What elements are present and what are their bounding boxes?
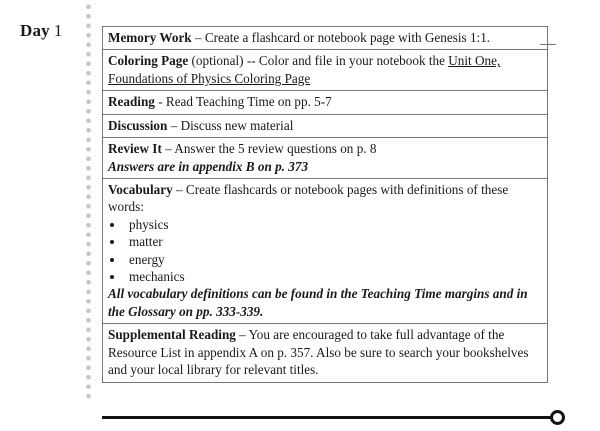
task-note: Answers are in appendix B on p. 373 <box>108 158 309 174</box>
day-number: 1 <box>53 21 63 40</box>
task-title: Memory Work <box>108 30 192 45</box>
table-corner-line <box>540 44 556 45</box>
task-text: (optional) -- Color and file in your notebook the <box>188 53 449 69</box>
task-row-discussion <box>103 114 548 137</box>
task-text: – Answer the 5 review questions on p. 8 <box>161 141 377 157</box>
task-cell <box>103 91 548 114</box>
task-title: Review It <box>108 141 162 157</box>
task-row-memory-work <box>103 27 548 50</box>
vocabulary-word: matter <box>108 233 542 250</box>
task-cell <box>103 114 548 137</box>
task-text: – Create a flashcard or notebook page with Genesis 1:1. <box>191 30 491 45</box>
task-note: All vocabulary definitions can be found in the Teaching Time margins and in the Glossary on pp. 333-339. <box>108 286 528 319</box>
task-title: Coloring Page <box>108 53 189 69</box>
binder-dots-divider <box>86 2 91 400</box>
task-row-coloring-page <box>103 50 548 91</box>
task-row-review-it <box>103 138 548 179</box>
task-text: – Discuss new material <box>167 117 294 133</box>
task-text: – You are encouraged to take full advantage of the Resource List in appendix A on p. 357. Also be sure to search your bookshelves and your local library for relevant titles. <box>108 327 529 378</box>
vocabulary-word: energy <box>108 251 542 268</box>
task-title: Supplemental Reading <box>108 327 236 343</box>
task-row-vocabulary <box>103 178 548 323</box>
task-title: Vocabulary <box>108 181 173 197</box>
task-row-supplemental-reading <box>103 324 548 382</box>
vocabulary-word: mechanics <box>108 268 542 285</box>
bottom-rule <box>102 416 554 419</box>
task-cell <box>103 138 548 179</box>
day-label <box>20 21 63 41</box>
task-text: – Create flashcards or notebook pages with definitions of these words: <box>108 181 509 215</box>
task-cell <box>103 50 548 91</box>
vocabulary-list <box>108 216 542 286</box>
task-row-reading <box>103 91 548 114</box>
task-cell <box>103 324 548 382</box>
task-title: Discussion <box>108 117 168 133</box>
rule-end-circle-icon <box>550 410 565 425</box>
task-text: - Read Teaching Time on pp. 5-7 <box>154 94 332 110</box>
day-word: Day <box>20 21 50 40</box>
coloring-page-link[interactable]: Unit One, Foundations of Physics Coloring Page <box>108 53 501 86</box>
vocabulary-word: physics <box>108 216 542 233</box>
task-cell <box>103 178 548 323</box>
task-title: Reading <box>108 94 155 110</box>
task-cell <box>103 27 548 50</box>
lesson-task-table <box>102 26 548 383</box>
